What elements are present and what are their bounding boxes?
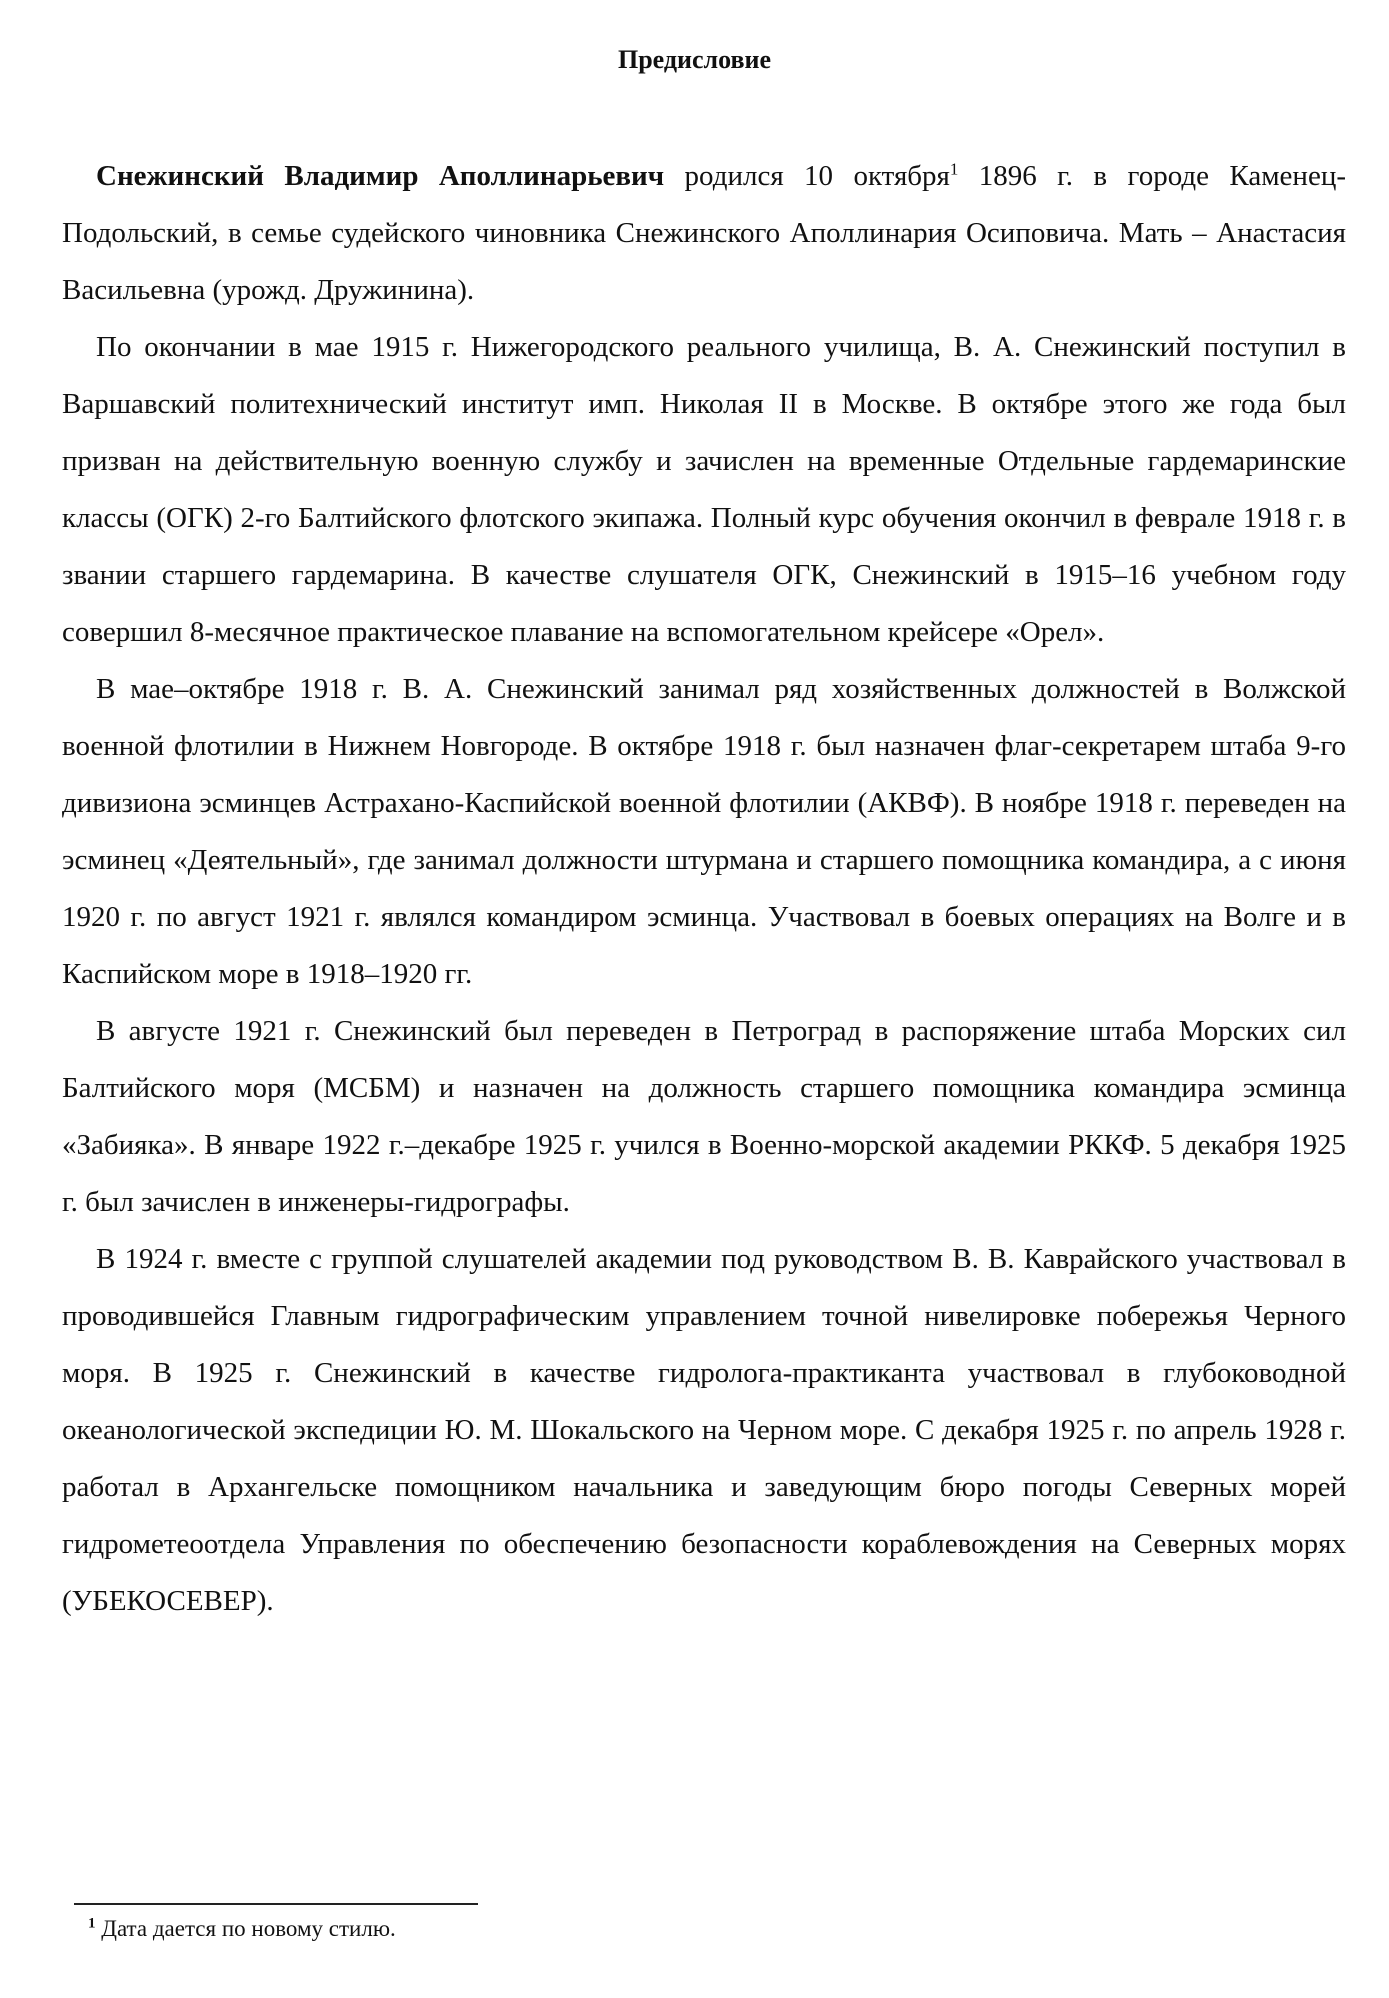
paragraph-expeditions: В 1924 г. вместе с группой слушателей академии под руководством В. В. Каврайского участвовал в проводившейся Главным гидрографическим управлением точной нивелировке побережья Черного моря. В 1925 г. Снежинский в качестве гидролога-практиканта участвовал в глубоководной океанологической экспедиции Ю. М. Шокальского на Черном море. С декабря 1925 г. по апрель 1928 г. работал в Архангельске помощником начальника и заведующим бюро погоды Северных морей гидрометеоотдела Управления по обеспечению безопасности кораблевождения на Северных морях (УБЕКОСЕВЕР). <box>62 1243 1346 1617</box>
intro-paragraph <box>62 148 1346 319</box>
intro-text-end: 1896 г. в городе Каменец-Подольский, в семье судейского чиновника Снежинского Аполлинария Осиповича. Мать – Анастасия Васильевна (урожд. Дружинина). <box>62 160 1346 306</box>
footnote-divider <box>74 1903 478 1905</box>
intro-text-start: родился 10 октября <box>664 160 950 192</box>
paragraph-volga-flotilla: В мае–октябре 1918 г. В. А. Снежинский занимал ряд хозяйственных должностей в Волжской военной флотилии в Нижнем Новгороде. В октябре 1918 г. был назначен флаг-секретарем штаба 9-го дивизиона эсминцев Астрахано-Каспийской военной флотилии (АКВФ). В ноябре 1918 г. переведен на эсминец «Деятельный», где занимал должности штурмана и старшего помощника командира, а с июня 1920 г. по август 1921 г. являлся командиром эсминца. Участвовал в боевых операциях на Волге и в Каспийском море в 1918–1920 гг. <box>62 673 1346 990</box>
document-body <box>62 148 1346 1630</box>
paragraph-petrograd: В августе 1921 г. Снежинский был переведен в Петроград в распоряжение штаба Морских сил Балтийского моря (МСБМ) и назначен на должность старшего помощника командира эсминца «Забияка». В январе 1922 г.–декабре 1925 г. учился в Военно-морской академии РККФ. 5 декабря 1925 г. был зачислен в инженеры-гидрографы. <box>62 1015 1346 1218</box>
paragraph-education: По окончании в мае 1915 г. Нижегородского реального училища, В. А. Снежинский поступил в Варшавский политехнический институт имп. Николая II в Москве. В октябре этого же года был призван на действительную военную службу и зачислен на временные Отдельные гардемаринские классы (ОГК) 2-го Балтийского флотского экипажа. Полный курс обучения окончил в феврале 1918 г. в звании старшего гардемарина. В качестве слушателя ОГК, Снежинский в 1915–16 учебном году совершил 8-месячное практическое плавание на вспомогательном крейсере «Орел». <box>62 331 1346 648</box>
footnote <box>88 1913 396 1945</box>
person-name: Снежинский Владимир Аполлинарьевич <box>96 160 665 192</box>
page-title: Предисловие <box>617 45 772 74</box>
footnote-mark: 1 <box>88 1915 96 1932</box>
footnote-reference: 1 <box>949 159 959 179</box>
footnote-text: Дата дается по новому стилю. <box>95 1916 396 1941</box>
